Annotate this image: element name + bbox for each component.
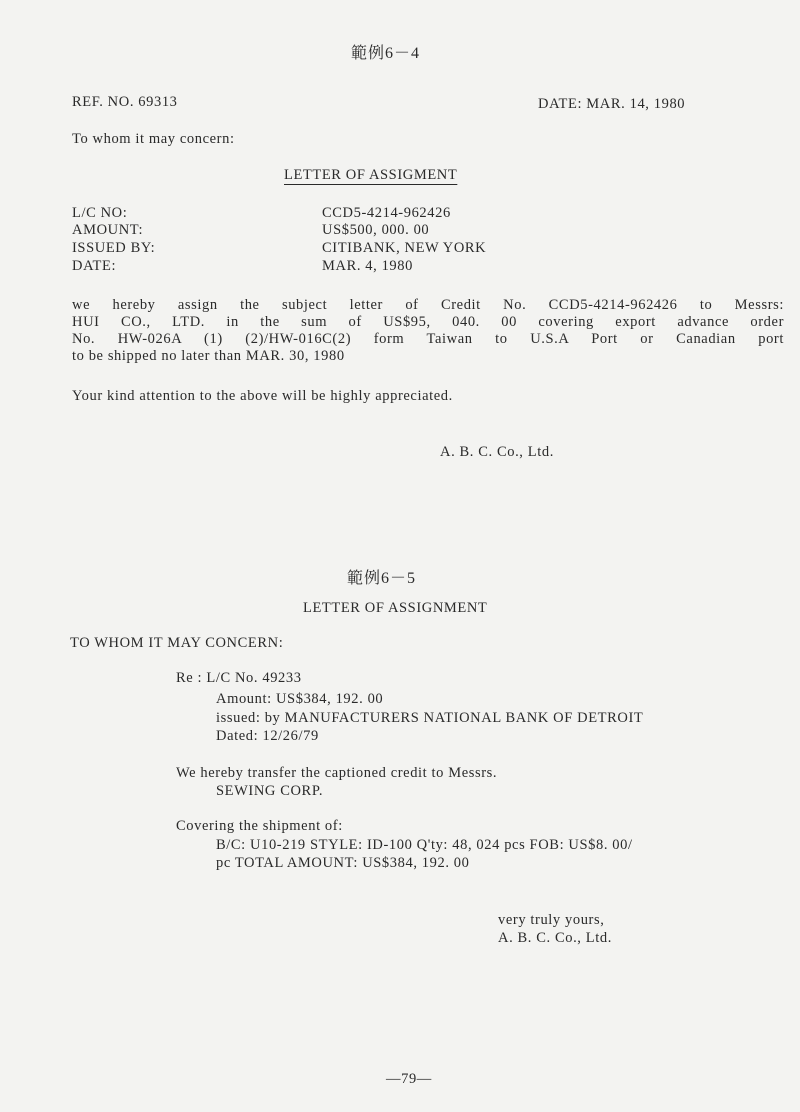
covering-total: pc TOTAL AMOUNT: US$384, 192. 00 [216,855,470,871]
field-value-amount: US$500, 000. 00 [322,222,430,238]
field-label-lc-no: L/C NO: [72,205,128,221]
page-number: —79— [386,1071,432,1087]
covering-detail: B/C: U10-219 STYLE: ID-100 Q'ty: 48, 024 pcs FOB: US$8. 00/ [216,837,633,853]
signature: A. B. C. Co., Ltd. [498,930,612,946]
closing-line: very truly yours, [498,912,605,928]
field-value-issued-by: CITIBANK, NEW YORK [322,240,487,256]
field-value-date: MAR. 4, 1980 [322,258,413,274]
letter-title: LETTER OF ASSIGNMENT [303,600,488,616]
example-heading-6-5: 範例6－5 [347,570,417,587]
transfer-beneficiary: SEWING CORP. [216,783,324,799]
field-label-issued-by: ISSUED BY: [72,240,156,256]
field-label-date: DATE: [72,258,117,274]
body-line: HUI CO., LTD. in the sum of US$95, 040. 00 covering export advance order [72,314,784,330]
re-line-lc-no: Re : L/C No. 49233 [176,670,302,686]
covering-line: Covering the shipment of: [176,818,343,834]
letter-date: DATE: MAR. 14, 1980 [538,96,686,112]
reference-number: REF. NO. 69313 [72,94,178,110]
transfer-line: We hereby transfer the captioned credit to Messrs. [176,765,498,781]
body-line: to be shipped no later than MAR. 30, 1980 [72,348,345,364]
signature: A. B. C. Co., Ltd. [440,444,554,460]
field-label-amount: AMOUNT: [72,222,144,238]
re-line-dated: Dated: 12/26/79 [216,728,319,744]
salutation: To whom it may concern: [72,131,235,147]
letter-title: LETTER OF ASSIGMENT [284,167,458,183]
salutation: TO WHOM IT MAY CONCERN: [70,635,284,651]
field-value-lc-no: CCD5-4214-962426 [322,205,451,221]
body-line: we hereby assign the subject letter of Credit No. CCD5-4214-962426 to Messrs: [72,297,784,313]
re-line-amount: Amount: US$384, 192. 00 [216,691,384,707]
closing-line: Your kind attention to the above will be highly appreciated. [72,388,453,404]
assignment-body [72,297,784,365]
re-line-issued: issued: by MANUFACTURERS NATIONAL BANK OF DETROIT [216,710,644,726]
body-line: No. HW-026A (1) (2)/HW-016C(2) form Taiwan to U.S.A Port or Canadian port [72,331,784,347]
example-heading-6-4: 範例6－4 [351,45,421,62]
